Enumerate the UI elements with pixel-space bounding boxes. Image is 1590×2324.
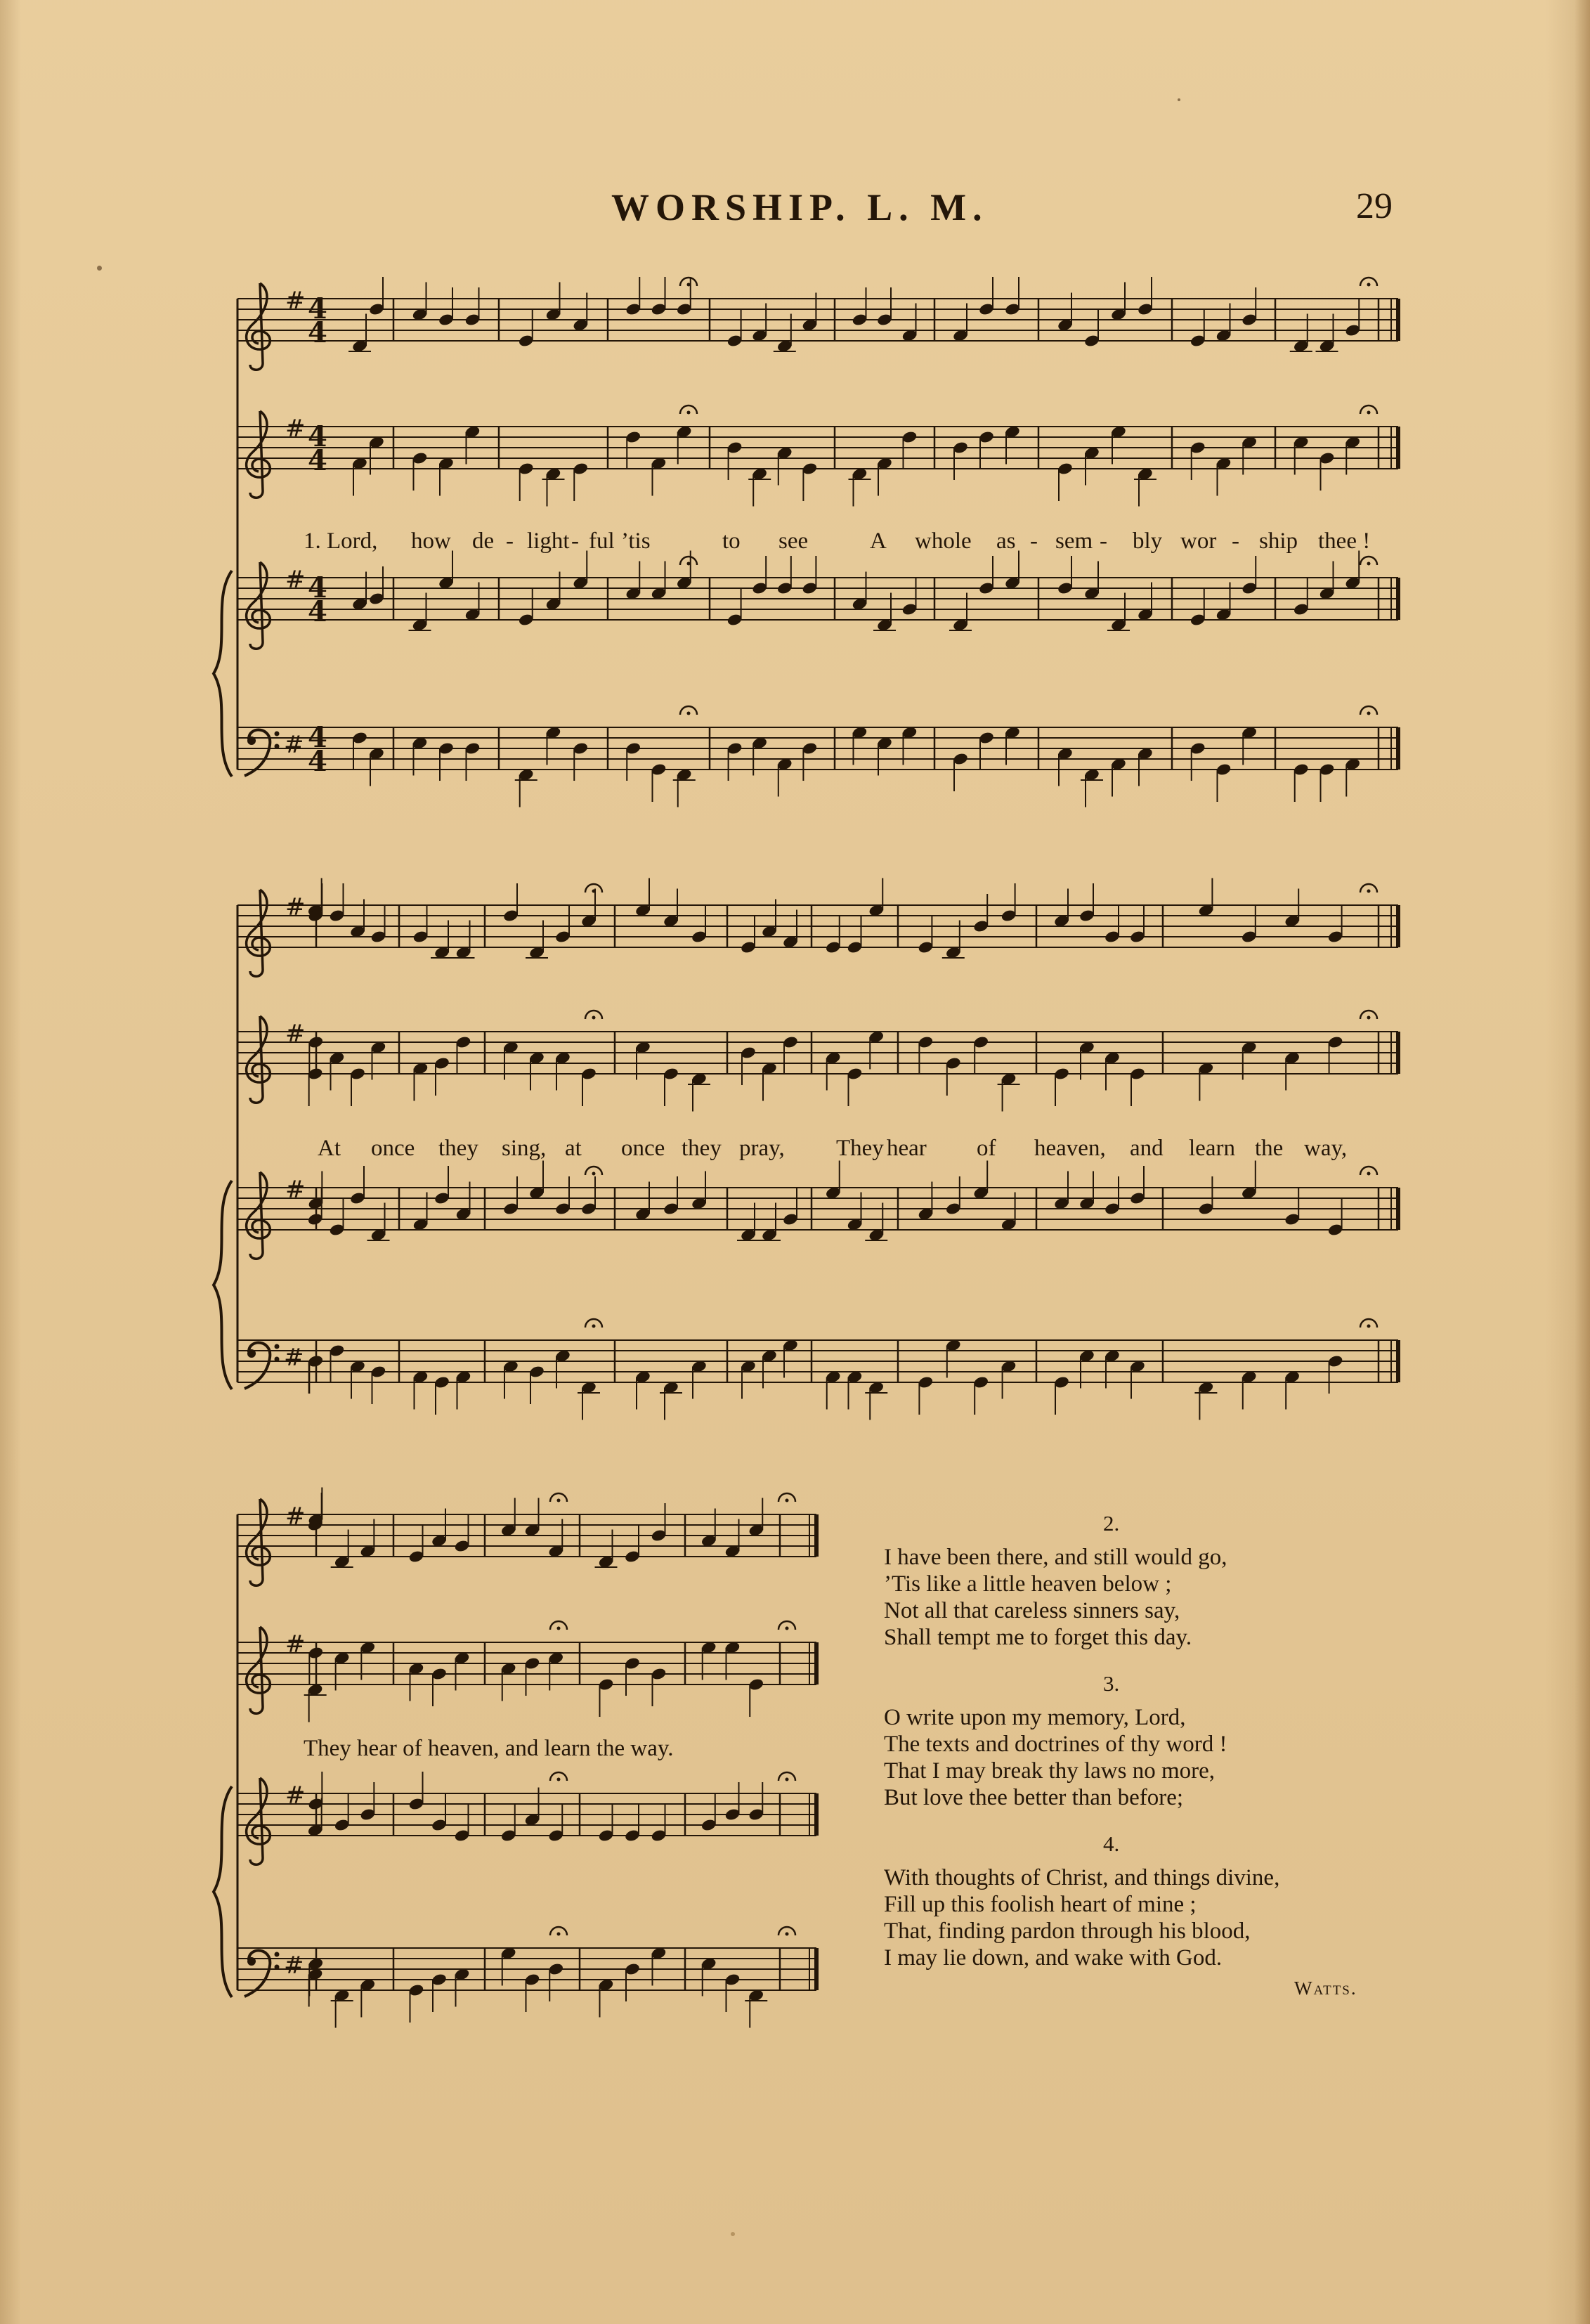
lyric-word: pray,	[739, 1136, 785, 1161]
lyric-word: -	[1100, 528, 1107, 554]
verse-line: That I may break thy laws no more,	[884, 1758, 1216, 1784]
bass-clef-dot	[275, 1357, 280, 1362]
lyric-word: light	[527, 528, 570, 554]
fermata-dot	[687, 562, 691, 566]
lyric-word: 1. Lord,	[304, 528, 378, 554]
fermata-dot	[557, 1778, 561, 1781]
time-signature-top: 4	[308, 721, 327, 754]
verse-number: 3.	[1103, 1671, 1120, 1696]
fermata-dot	[592, 1172, 596, 1176]
verse-line: I may lie down, and wake with God.	[884, 1945, 1223, 1971]
lyric-word: way,	[1304, 1136, 1348, 1161]
fermata-dot	[592, 1325, 596, 1328]
bass-clef-dot	[275, 744, 280, 749]
fermata-dot	[557, 1627, 561, 1630]
verse-line: Fill up this foolish heart of mine ;	[884, 1892, 1197, 1917]
lyric-word: they	[438, 1136, 478, 1161]
key-signature-sharp: #	[284, 1952, 304, 1980]
verse-line: The texts and doctrines of thy word !	[884, 1732, 1227, 1757]
fermata-dot	[786, 1499, 789, 1502]
key-signature-sharp: #	[285, 893, 306, 921]
verse-line: But love thee better than before;	[884, 1785, 1184, 1810]
key-signature-sharp: #	[285, 1630, 306, 1658]
bass-clef-dot	[275, 1965, 280, 1970]
ink-speck	[97, 266, 102, 271]
lyric-word: they	[682, 1136, 722, 1161]
time-signature-top: 4	[308, 420, 327, 453]
piano-brace	[214, 571, 232, 777]
lyric-word: once	[621, 1136, 665, 1161]
time-signature-top: 4	[308, 292, 327, 325]
time-signature-bottom: 4	[308, 595, 327, 628]
lyric-word: ful	[589, 528, 615, 554]
treble-clef	[247, 411, 271, 498]
bass-clef-dot	[247, 736, 256, 745]
fermata-dot	[687, 712, 691, 715]
time-signature-bottom: 4	[308, 444, 327, 477]
fermata-dot	[557, 1933, 561, 1936]
fermata-dot	[687, 411, 691, 415]
lyric-word: learn	[1189, 1136, 1235, 1161]
key-signature-sharp: #	[285, 1176, 306, 1204]
fermata-dot	[786, 1933, 789, 1936]
fermata-dot	[1367, 712, 1371, 715]
fermata-dot	[1367, 562, 1371, 566]
lyric-line: They hear of heaven, and learn the way.	[304, 1736, 674, 1761]
author-credit: Watts.	[1294, 1978, 1357, 1999]
verse-line: ’Tis like a little heaven below ;	[884, 1571, 1172, 1597]
piano-brace	[214, 1181, 232, 1389]
lyric-word: -	[1030, 528, 1038, 554]
bass-clef-dot	[247, 1349, 256, 1358]
fermata-dot	[786, 1778, 789, 1781]
lyric-word: A	[870, 528, 887, 554]
treble-clef	[247, 1778, 271, 1864]
lyric-word: ’tis	[621, 528, 651, 554]
fermata-dot	[687, 283, 691, 287]
lyric-word: They	[836, 1136, 884, 1161]
lyric-word: At	[318, 1136, 341, 1161]
key-signature-sharp: #	[285, 415, 306, 443]
key-signature-sharp: #	[284, 1344, 304, 1372]
lyric-word: -	[1232, 528, 1239, 554]
bass-clef-dot	[247, 1957, 256, 1966]
lyric-word: see	[778, 528, 809, 554]
fermata-dot	[1367, 1325, 1371, 1328]
lyric-word: whole	[915, 528, 972, 554]
bass-clef-dot	[275, 732, 280, 736]
lyric-word: and	[1130, 1136, 1164, 1161]
time-signature-bottom: 4	[308, 316, 327, 349]
key-signature-sharp: #	[284, 731, 304, 759]
verse-number: 4.	[1103, 1831, 1120, 1856]
verse-line: Not all that careless sinners say,	[884, 1598, 1180, 1623]
time-signature-top: 4	[308, 571, 327, 604]
verse-line: With thoughts of Christ, and things divine,	[884, 1865, 1280, 1890]
lyric-word: once	[371, 1136, 415, 1161]
fermata-dot	[1367, 411, 1371, 415]
key-signature-sharp: #	[285, 287, 306, 315]
fermata-dot	[592, 1016, 596, 1020]
key-signature-sharp: #	[285, 1020, 306, 1048]
lyric-word: -	[506, 528, 514, 554]
page-title: WORSHIP. L. M.	[611, 186, 989, 228]
lyric-word: bly	[1133, 528, 1163, 554]
treble-clef	[247, 562, 271, 649]
lyric-word: de	[472, 528, 495, 554]
lyric-word: ship	[1259, 528, 1298, 554]
fermata-dot	[1367, 1172, 1371, 1176]
verse-line: O write upon my memory, Lord,	[884, 1705, 1186, 1730]
key-signature-sharp: #	[285, 1781, 306, 1810]
fermata-dot	[1367, 1016, 1371, 1020]
treble-clef	[247, 1499, 271, 1585]
verse-line: I have been there, and still would go,	[884, 1545, 1227, 1570]
lyric-word: sem	[1055, 528, 1093, 554]
lyric-word: -	[571, 528, 579, 554]
piano-brace	[214, 1786, 232, 1997]
time-signature-bottom: 4	[308, 745, 327, 778]
fermata-dot	[557, 1499, 561, 1502]
lyric-word: thee !	[1318, 528, 1371, 554]
bass-clef-dot	[275, 1344, 280, 1349]
page-number: 29	[1356, 186, 1393, 226]
lyric-word: heaven,	[1034, 1136, 1106, 1161]
lyric-word: sing,	[502, 1136, 547, 1161]
treble-clef	[247, 283, 271, 370]
fermata-dot	[1367, 890, 1371, 893]
lyric-word: hear	[887, 1136, 927, 1161]
verse-line: That, finding pardon through his blood,	[884, 1919, 1251, 1944]
lyric-word: at	[565, 1136, 582, 1161]
key-signature-sharp: #	[285, 566, 306, 594]
lyric-word: wor	[1180, 528, 1217, 554]
bass-clef-dot	[275, 1952, 280, 1957]
lyric-word: the	[1255, 1136, 1284, 1161]
treble-clef	[247, 1016, 271, 1103]
fermata-dot	[1367, 283, 1371, 287]
lyric-word: of	[977, 1136, 996, 1161]
key-signature-sharp: #	[285, 1502, 306, 1531]
verse-line: Shall tempt me to forget this day.	[884, 1625, 1192, 1650]
lyric-word: as	[996, 528, 1016, 554]
treble-clef	[247, 1627, 271, 1713]
lyric-word: to	[722, 528, 741, 554]
fermata-dot	[592, 890, 596, 893]
verse-number: 2.	[1103, 1511, 1120, 1536]
fermata-dot	[786, 1627, 789, 1630]
lyric-word: how	[411, 528, 451, 554]
treble-clef	[247, 890, 271, 976]
ink-speck	[1178, 98, 1180, 101]
paper-stain	[731, 2232, 735, 2236]
treble-clef	[247, 1172, 271, 1259]
